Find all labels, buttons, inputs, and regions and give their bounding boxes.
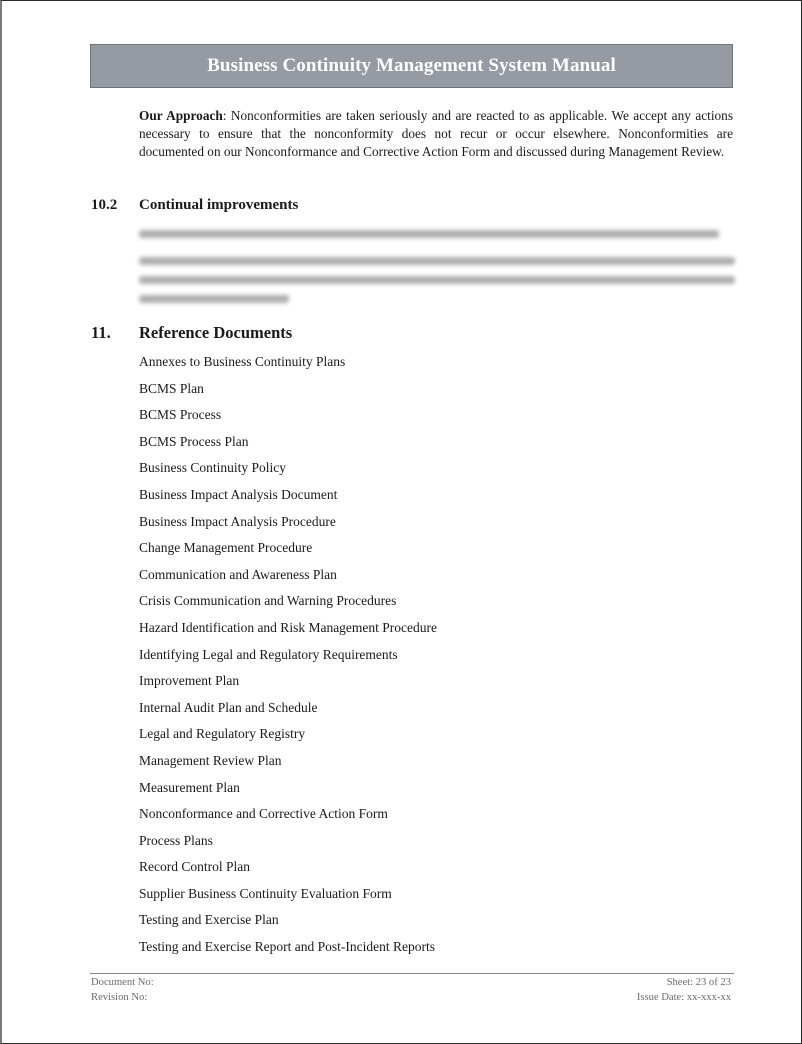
- list-item: Supplier Business Continuity Evaluation Form: [139, 885, 392, 901]
- redacted-line: [139, 230, 719, 238]
- list-item: Legal and Regulatory Registry: [139, 726, 306, 742]
- list-item: Nonconformance and Corrective Action Form: [139, 806, 388, 822]
- document-title-bar: [90, 44, 733, 88]
- list-item: Business Impact Analysis Procedure: [139, 513, 336, 529]
- section-number: 11.: [91, 323, 111, 342]
- redacted-approach-text: [139, 257, 735, 314]
- document-number: Document No:: [91, 977, 154, 988]
- list-item: Process Plans: [139, 832, 213, 848]
- redacted-line: [139, 257, 735, 265]
- list-item: Business Continuity Policy: [139, 460, 287, 476]
- sheet-number: Sheet: 23 of 23: [666, 977, 731, 988]
- list-item: Communication and Awareness Plan: [139, 566, 337, 582]
- list-item: Change Management Procedure: [139, 540, 313, 556]
- issue-date: Issue Date: xx-xxx-xx: [636, 991, 731, 1003]
- reference-documents-list: [139, 352, 437, 964]
- approach-paragraph: [139, 107, 733, 162]
- list-item: BCMS Process: [139, 407, 222, 423]
- redacted-requirement-text: [139, 230, 735, 249]
- approach-label: Our Approach: [139, 108, 223, 123]
- list-item: Measurement Plan: [139, 779, 240, 795]
- list-item: Identifying Legal and Regulatory Requirements: [139, 646, 398, 662]
- section-heading-10-2: [91, 197, 298, 214]
- section-heading-11: [91, 323, 292, 343]
- list-item: BCMS Process Plan: [139, 433, 249, 449]
- list-item: Crisis Communication and Warning Procedures: [139, 593, 397, 609]
- list-item: Testing and Exercise Report and Post-Incident Reports: [139, 939, 435, 955]
- section-title: Continual improvements: [139, 197, 299, 213]
- document-title: Business Continuity Management System Manual: [207, 55, 616, 76]
- section-number: 10.2: [91, 197, 118, 213]
- list-item: Testing and Exercise Plan: [139, 912, 279, 928]
- list-item: Record Control Plan: [139, 859, 250, 875]
- list-item: Business Impact Analysis Document: [139, 486, 338, 502]
- list-item: Management Review Plan: [139, 752, 282, 768]
- footer-left: [91, 976, 154, 1005]
- footer-right: [637, 976, 731, 1005]
- revision-number: Revision No:: [91, 991, 148, 1003]
- footer-divider: [90, 973, 734, 974]
- list-item: Improvement Plan: [139, 673, 240, 689]
- list-item: Internal Audit Plan and Schedule: [139, 699, 318, 715]
- list-item: BCMS Plan: [139, 380, 204, 396]
- redacted-line: [139, 295, 289, 303]
- redacted-line: [139, 276, 735, 284]
- list-item: Annexes to Business Continuity Plans: [139, 354, 346, 369]
- approach-text: : Nonconformities are taken seriously and are reacted to as applicable. We accept any actions necessary to ensure that the nonconformity does not recur or occur elsewhere. Nonconformities are documented on our Nonconformance and Corrective Action Form and discussed during Management Review.: [139, 108, 733, 160]
- section-title: Reference Documents: [139, 323, 293, 342]
- list-item: Hazard Identification and Risk Management Procedure: [139, 619, 438, 635]
